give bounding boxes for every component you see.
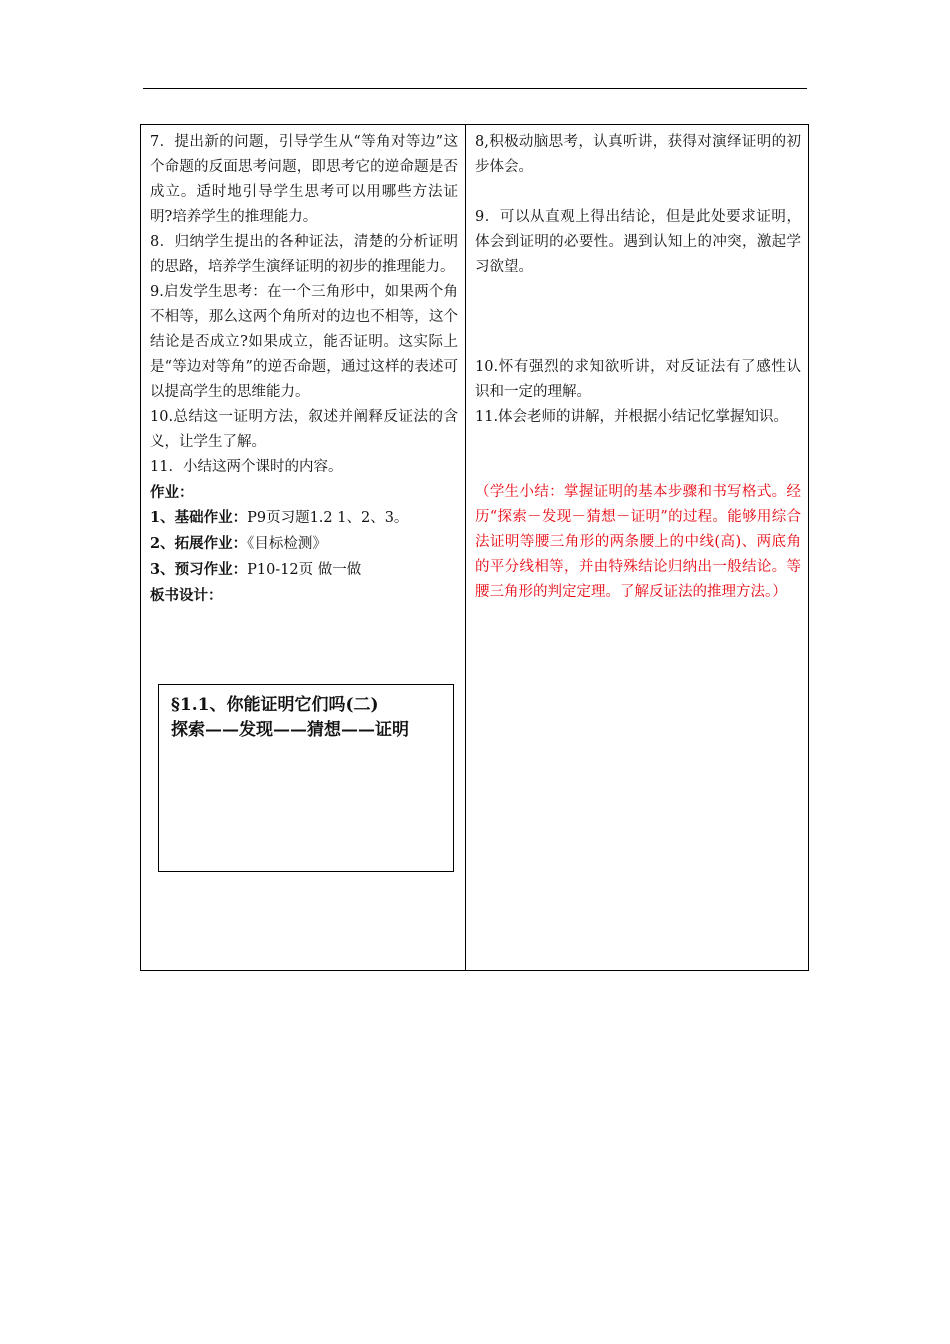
- homework-heading: 作业：: [150, 484, 194, 501]
- homework-item-preview: [150, 557, 458, 583]
- homework-label: 3、预习作业：: [150, 561, 248, 578]
- student-step-8: 8,积极动脑思考，认真听讲，获得对演绎证明的初步体会。: [475, 134, 801, 175]
- homework-text: P10-12页 做一做: [247, 562, 362, 578]
- student-step-9: 9．可以从直观上得出结论，但是此处要求证明，体会到证明的必要性。遇到认知上的冲突，激起学习欲望。: [475, 209, 801, 275]
- teacher-activity-column: [150, 130, 458, 608]
- homework-label: 2、拓展作业：: [150, 535, 248, 552]
- student-step-11: 11.体会老师的讲解，并根据小结记忆掌握知识。: [475, 409, 789, 425]
- student-summary: （学生小结：掌握证明的基本步骤和书写格式。经历“探索－发现－猜想－证明”的过程。能够用综合法证明等腰三角形的两条腰上的中线(高)、两底角的平分线相等，并由特殊结论归纳出一般结论。等腰三角形的判定定理。了解反证法的推理方法。）: [475, 484, 801, 600]
- student-step-10: 10.怀有强烈的求知欲听讲，对反证法有了感性认识和一定的理解。: [475, 359, 801, 400]
- teacher-step-9: 9.启发学生思考：在一个三角形中，如果两个角不相等，那么这两个角所对的边也不相等，这个结论是否成立?如果成立，能否证明。这实际上是“等边对等角”的逆否命题，通过这样的表述可以提高学生的思维能力。: [150, 284, 458, 400]
- board-design-box: [158, 684, 454, 872]
- homework-text: P9页习题1.2 1、2、3。: [247, 510, 409, 526]
- header-rule: [143, 88, 807, 89]
- homework-label: 1、基础作业：: [150, 509, 248, 526]
- column-divider: [465, 125, 466, 970]
- teacher-step-7: 7．提出新的问题，引导学生从“等角对等边”这个命题的反面思考问题，即思考它的逆命题是否成立。适时地引导学生思考可以用哪些方法证明?培养学生的推理能力。: [150, 134, 458, 225]
- teacher-step-10: 10.总结这一证明方法，叙述并阐释反证法的含义，让学生了解。: [150, 409, 458, 450]
- homework-item-extension: [150, 531, 458, 557]
- board-design-heading: 板书设计：: [150, 587, 223, 604]
- board-subtitle: 探索——发现——猜想——证明: [171, 720, 409, 740]
- teacher-step-8: 8．归纳学生提出的各种证法，清楚的分析证明的思路，培养学生演绎证明的初步的推理能力。: [150, 234, 458, 275]
- homework-text: 《目标检测》: [247, 536, 327, 552]
- lesson-table: [140, 124, 809, 971]
- teacher-step-11: 11．小结这两个课时的内容。: [150, 459, 343, 475]
- board-title: §1.1、你能证明它们吗(二): [171, 695, 379, 715]
- homework-item-basic: [150, 505, 458, 531]
- student-activity-column: [475, 130, 801, 605]
